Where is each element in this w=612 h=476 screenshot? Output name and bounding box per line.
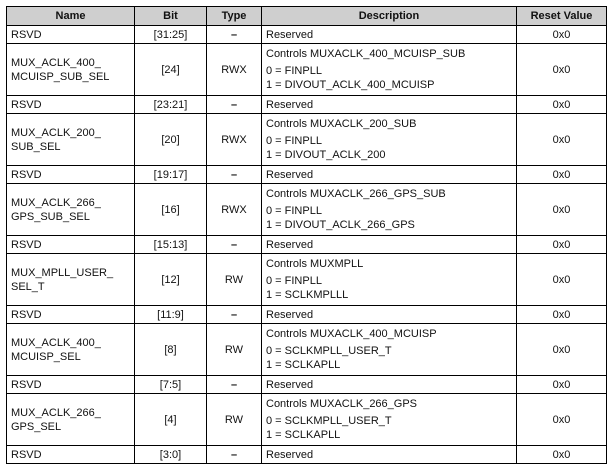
reset-value-cell: 0x0 bbox=[517, 324, 607, 376]
description-line: Controls MUXMPLL bbox=[266, 258, 364, 270]
description-line: 1 = DIVOUT_ACLK_400_MCUISP bbox=[266, 79, 435, 91]
field-name-text: RSVD bbox=[11, 98, 42, 111]
description-cell bbox=[262, 184, 517, 236]
bit-range-cell: [31:25] bbox=[135, 26, 207, 44]
bit-range-cell: [19:17] bbox=[135, 166, 207, 184]
description-cell bbox=[262, 254, 517, 306]
description-line: Reserved bbox=[266, 378, 314, 391]
access-type-cell: – bbox=[207, 376, 262, 394]
access-type-cell: RW bbox=[207, 394, 262, 446]
description-cell bbox=[262, 96, 517, 114]
field-name-text: RSVD bbox=[11, 308, 42, 321]
field-name-cell bbox=[7, 96, 135, 114]
field-name-text: SEL_T bbox=[11, 280, 45, 293]
access-type-cell: – bbox=[207, 96, 262, 114]
register-field-table bbox=[6, 6, 607, 464]
field-name-text: GPS_SUB_SEL bbox=[11, 210, 90, 223]
access-type-cell: – bbox=[207, 446, 262, 464]
bit-range-cell: [20] bbox=[135, 114, 207, 166]
description-line: 0 = SCLKMPLL_USER_T bbox=[266, 415, 392, 427]
reset-value-cell: 0x0 bbox=[517, 114, 607, 166]
access-type-cell: RWX bbox=[207, 114, 262, 166]
field-name-text: RSVD bbox=[11, 238, 42, 251]
description-cell bbox=[262, 44, 517, 96]
table-row bbox=[7, 236, 607, 254]
reset-value-cell: 0x0 bbox=[517, 376, 607, 394]
description-line: Reserved bbox=[266, 448, 314, 461]
field-name-text: GPS_SEL bbox=[11, 420, 62, 433]
table-row bbox=[7, 306, 607, 324]
description-cell bbox=[262, 324, 517, 376]
field-name-cell bbox=[7, 324, 135, 376]
field-name-cell bbox=[7, 236, 135, 254]
description-line: 0 = SCLKMPLL_USER_T bbox=[266, 345, 392, 357]
bit-range-cell: [15:13] bbox=[135, 236, 207, 254]
description-cell bbox=[262, 306, 517, 324]
header-name: Name bbox=[7, 7, 135, 26]
reset-value-cell: 0x0 bbox=[517, 306, 607, 324]
description-line: Controls MUXACLK_400_MCUISP_SUB bbox=[266, 48, 466, 60]
description-cell bbox=[262, 114, 517, 166]
description-line: 1 = DIVOUT_ACLK_200 bbox=[266, 149, 386, 161]
header-description: Description bbox=[262, 7, 517, 26]
field-name-text: MUX_ACLK_400_ bbox=[11, 336, 101, 349]
field-name-cell bbox=[7, 114, 135, 166]
description-line: 0 = FINPLL bbox=[266, 135, 322, 147]
header-type: Type bbox=[207, 7, 262, 26]
field-name-text: MCUISP_SUB_SEL bbox=[11, 70, 110, 83]
description-cell bbox=[262, 376, 517, 394]
bit-range-cell: [11:9] bbox=[135, 306, 207, 324]
reset-value-cell: 0x0 bbox=[517, 254, 607, 306]
bit-range-cell: [7:5] bbox=[135, 376, 207, 394]
description-line: Reserved bbox=[266, 238, 314, 251]
table-header-row bbox=[7, 7, 607, 26]
table-row bbox=[7, 446, 607, 464]
access-type-cell: RW bbox=[207, 324, 262, 376]
bit-range-cell: [23:21] bbox=[135, 96, 207, 114]
bit-range-cell: [24] bbox=[135, 44, 207, 96]
description-line: 0 = FINPLL bbox=[266, 275, 322, 287]
field-name-cell bbox=[7, 376, 135, 394]
bit-range-cell: [3:0] bbox=[135, 446, 207, 464]
table-row bbox=[7, 166, 607, 184]
table-row bbox=[7, 44, 607, 96]
table-body bbox=[7, 26, 607, 464]
field-name-cell bbox=[7, 44, 135, 96]
description-line: Reserved bbox=[266, 98, 314, 111]
description-cell bbox=[262, 394, 517, 446]
table-row bbox=[7, 26, 607, 44]
reset-value-cell: 0x0 bbox=[517, 236, 607, 254]
description-line: 0 = FINPLL bbox=[266, 205, 322, 217]
description-line: Reserved bbox=[266, 28, 314, 41]
bit-range-cell: [12] bbox=[135, 254, 207, 306]
field-name-text: RSVD bbox=[11, 168, 42, 181]
field-name-cell bbox=[7, 26, 135, 44]
description-line: 1 = SCLKAPLL bbox=[266, 359, 341, 371]
table-row bbox=[7, 254, 607, 306]
field-name-text: MUX_ACLK_400_ bbox=[11, 56, 101, 69]
field-name-cell bbox=[7, 446, 135, 464]
description-line: 0 = FINPLL bbox=[266, 65, 322, 77]
description-line: Controls MUXACLK_266_GPS_SUB bbox=[266, 188, 446, 200]
register-table-container bbox=[6, 6, 607, 464]
description-cell bbox=[262, 26, 517, 44]
reset-value-cell: 0x0 bbox=[517, 394, 607, 446]
field-name-text: MUX_ACLK_200_ bbox=[11, 126, 101, 139]
table-row bbox=[7, 394, 607, 446]
description-line: Reserved bbox=[266, 168, 314, 181]
description-line: 1 = SCLKAPLL bbox=[266, 429, 341, 441]
reset-value-cell: 0x0 bbox=[517, 44, 607, 96]
description-line: Controls MUXACLK_266_GPS bbox=[266, 398, 418, 410]
field-name-text: RSVD bbox=[11, 378, 42, 391]
reset-value-cell: 0x0 bbox=[517, 446, 607, 464]
description-line: 1 = SCLKMPLLL bbox=[266, 289, 349, 301]
access-type-cell: RWX bbox=[207, 44, 262, 96]
description-line: Controls MUXACLK_400_MCUISP bbox=[266, 328, 437, 340]
bit-range-cell: [4] bbox=[135, 394, 207, 446]
field-name-text: SUB_SEL bbox=[11, 140, 61, 153]
table-row bbox=[7, 114, 607, 166]
field-name-cell bbox=[7, 184, 135, 236]
bit-range-cell: [16] bbox=[135, 184, 207, 236]
reset-value-cell: 0x0 bbox=[517, 184, 607, 236]
field-name-text: RSVD bbox=[11, 448, 42, 461]
description-cell bbox=[262, 166, 517, 184]
table-row bbox=[7, 96, 607, 114]
access-type-cell: – bbox=[207, 166, 262, 184]
header-reset-value: Reset Value bbox=[517, 7, 607, 26]
table-row bbox=[7, 324, 607, 376]
field-name-text: MUX_ACLK_266_ bbox=[11, 406, 101, 419]
field-name-cell bbox=[7, 394, 135, 446]
reset-value-cell: 0x0 bbox=[517, 166, 607, 184]
access-type-cell: – bbox=[207, 26, 262, 44]
access-type-cell: RW bbox=[207, 254, 262, 306]
reset-value-cell: 0x0 bbox=[517, 96, 607, 114]
description-cell bbox=[262, 236, 517, 254]
field-name-cell bbox=[7, 166, 135, 184]
field-name-cell bbox=[7, 254, 135, 306]
description-line: 1 = DIVOUT_ACLK_266_GPS bbox=[266, 219, 415, 231]
bit-range-cell: [8] bbox=[135, 324, 207, 376]
access-type-cell: – bbox=[207, 236, 262, 254]
field-name-text: RSVD bbox=[11, 28, 42, 41]
access-type-cell: – bbox=[207, 306, 262, 324]
description-cell bbox=[262, 446, 517, 464]
header-bit: Bit bbox=[135, 7, 207, 26]
field-name-text: MUX_ACLK_266_ bbox=[11, 196, 101, 209]
field-name-text: MCUISP_SEL bbox=[11, 350, 81, 363]
field-name-text: MUX_MPLL_USER_ bbox=[11, 266, 114, 279]
reset-value-cell: 0x0 bbox=[517, 26, 607, 44]
description-line: Controls MUXACLK_200_SUB bbox=[266, 118, 417, 130]
table-row bbox=[7, 184, 607, 236]
table-row bbox=[7, 376, 607, 394]
field-name-cell bbox=[7, 306, 135, 324]
description-line: Reserved bbox=[266, 308, 314, 321]
access-type-cell: RWX bbox=[207, 184, 262, 236]
